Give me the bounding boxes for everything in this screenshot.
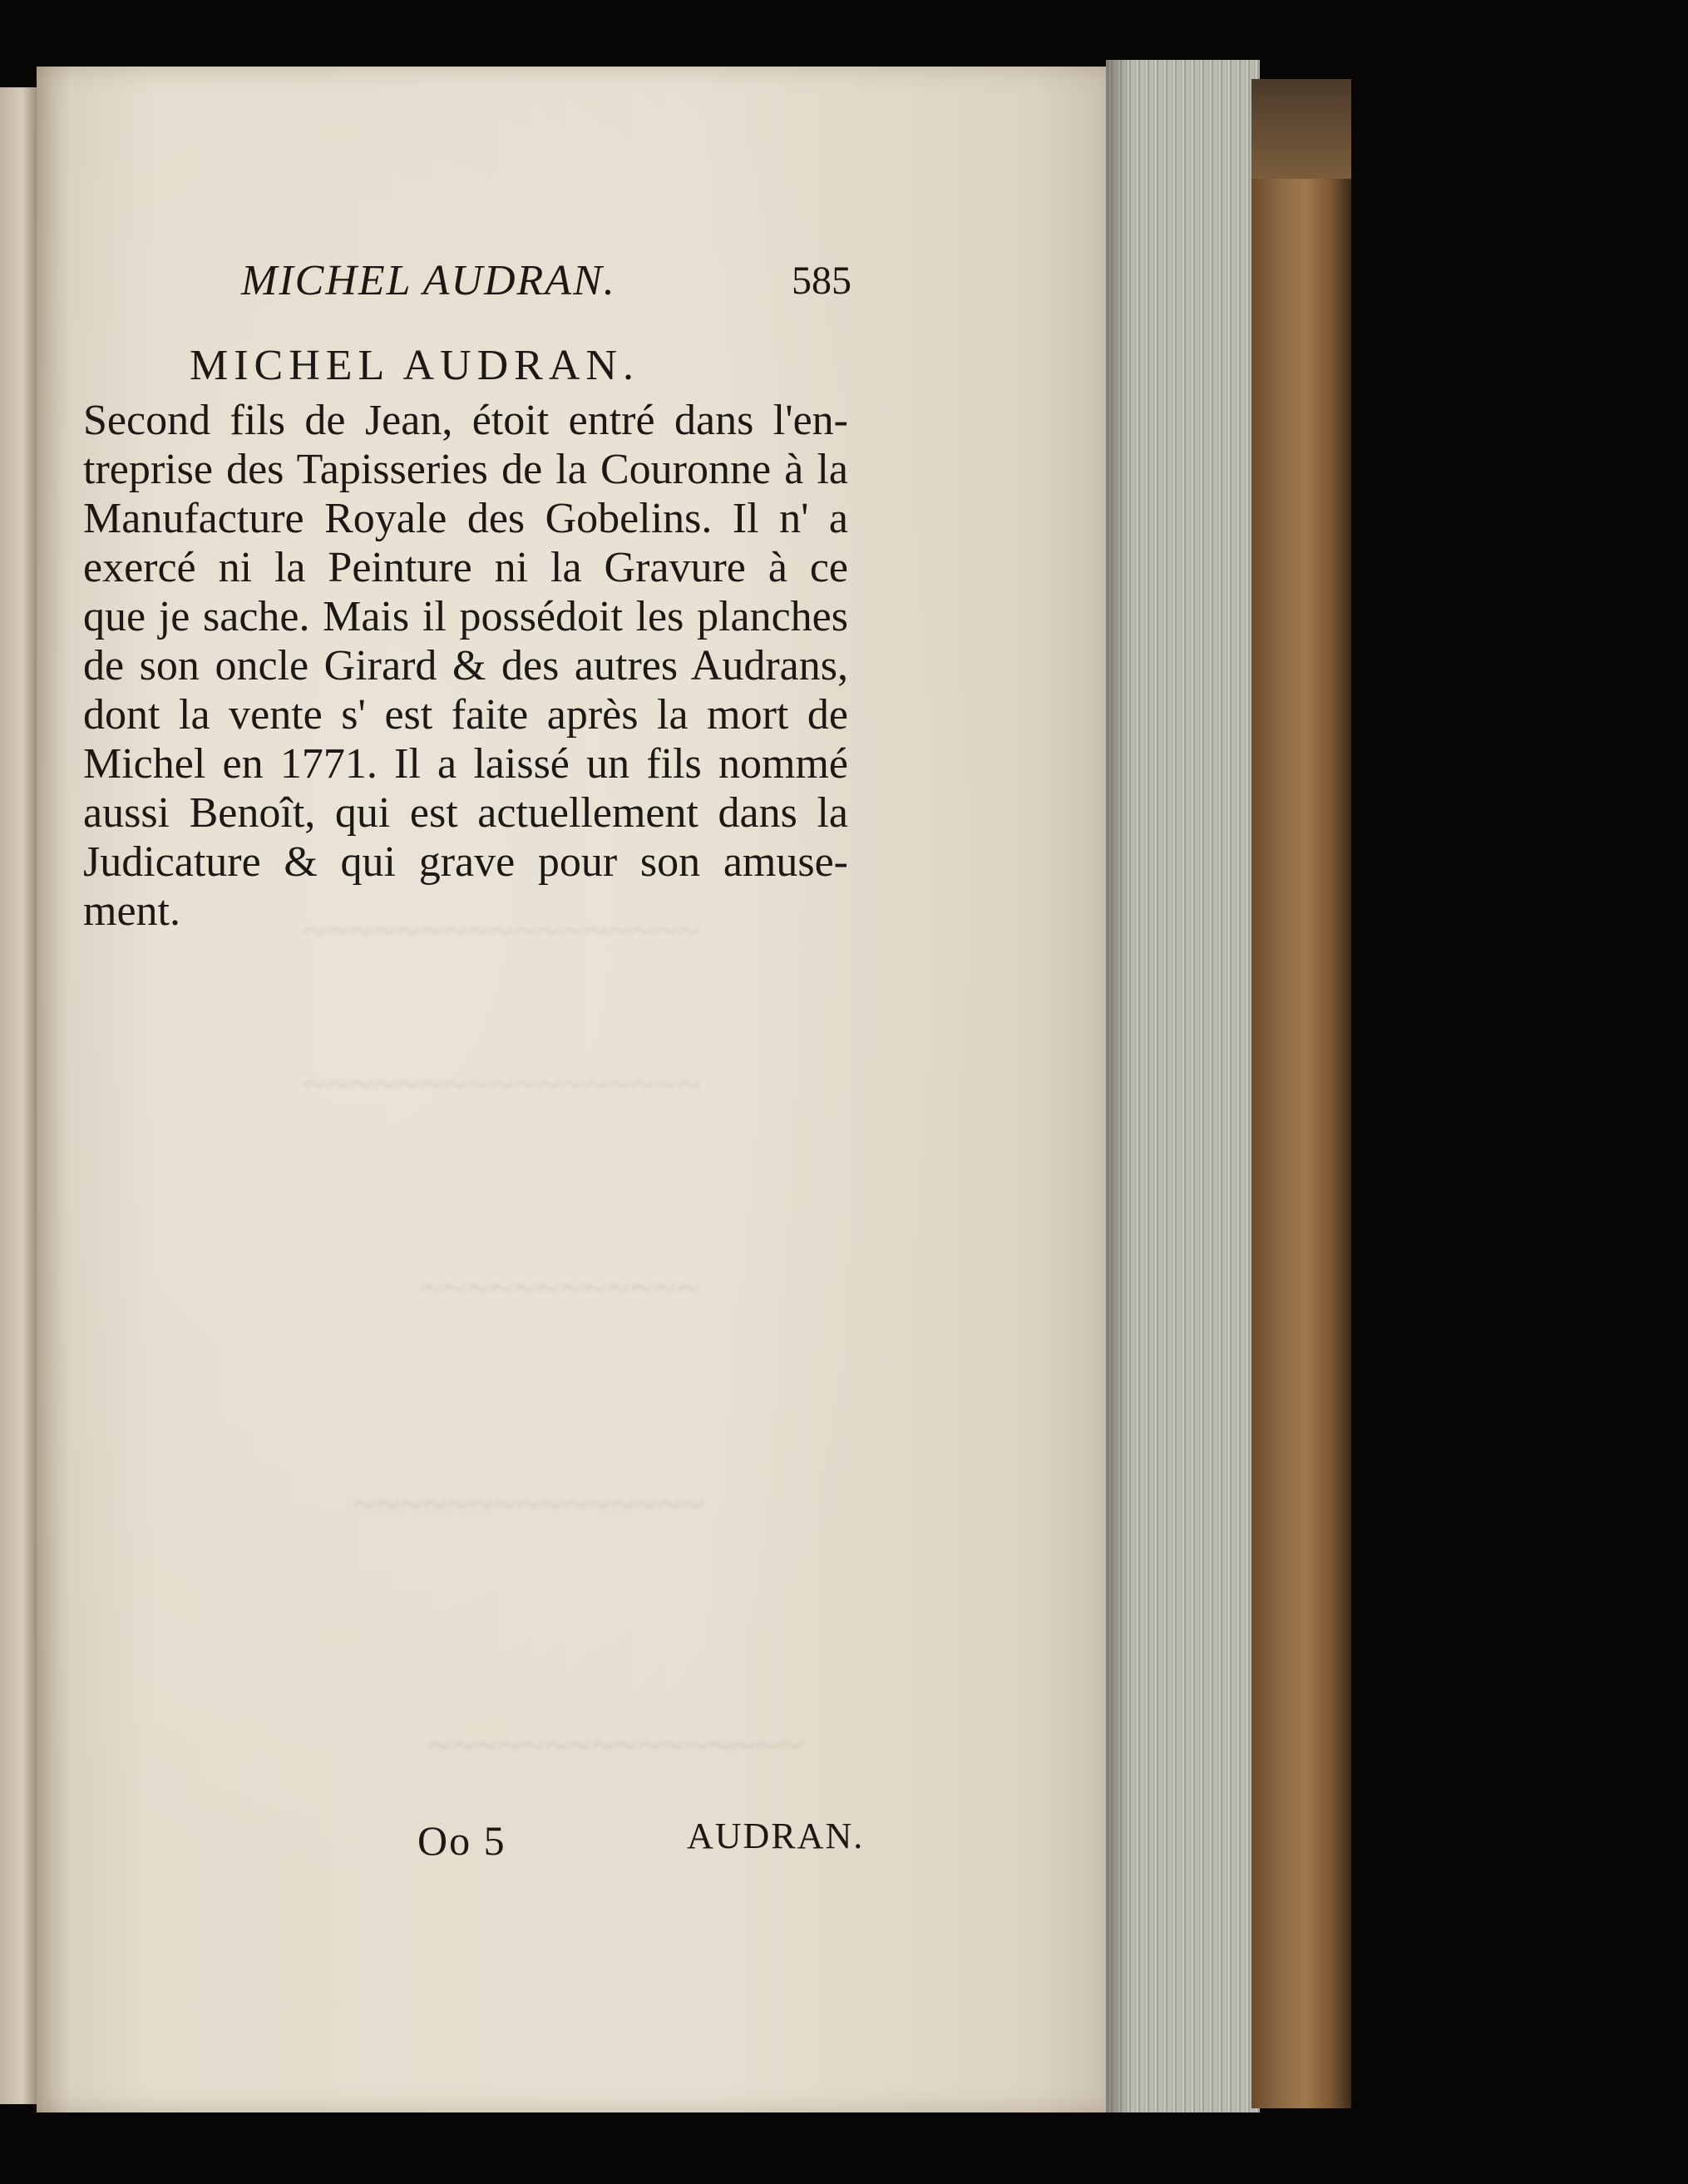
- body-line: ment.: [83, 887, 180, 935]
- leather-binding: [1251, 79, 1351, 2108]
- show-through: ~~~~~~~~~~~~: [419, 1265, 700, 1312]
- body-line: Manufacture Royale des Gobelins. Il n' a: [83, 495, 848, 542]
- running-head: MICHEL AUDRAN.: [241, 257, 616, 304]
- body-line: que je sache. Mais il possédoit les planches: [83, 593, 848, 640]
- show-through: ~~~~~~~~~~~~~~~~: [427, 1722, 802, 1770]
- body-line: exercé ni la Peinture ni la Gravure à ce: [83, 544, 848, 591]
- show-through: ~~~~~~~~~~~~~~~~~: [303, 1061, 701, 1109]
- body-line: de son oncle Girard & des autres Audrans,: [83, 642, 848, 689]
- binding-corner: [1251, 79, 1351, 179]
- body-line: Michel en 1771. Il a laissé un fils nommé: [83, 740, 848, 788]
- show-through: ~~~~~~~~~~~~~~~~~: [303, 907, 701, 955]
- section-heading: MICHEL AUDRAN.: [190, 342, 639, 389]
- body-line: aussi Benoît, qui est actuellement dans la: [83, 789, 848, 837]
- body-line: treprise des Tapisseries de la Couronne à la: [83, 446, 848, 493]
- facing-page-edge: [0, 87, 37, 2104]
- signature-mark: Oo 5: [417, 1817, 506, 1864]
- body-line: dont la vente s' est faite après la mort de: [83, 691, 848, 739]
- body-line: Judicature & qui grave pour son amuse-: [83, 838, 848, 886]
- page-number: 585: [792, 259, 851, 303]
- body-line: Second fils de Jean, étoit entré dans l'en-: [83, 397, 848, 444]
- show-through: ~~~~~~~~~~~~~~~: [353, 1481, 703, 1529]
- gutter-shadow: [1106, 60, 1131, 2112]
- catchword: AUDRAN.: [687, 1816, 865, 1856]
